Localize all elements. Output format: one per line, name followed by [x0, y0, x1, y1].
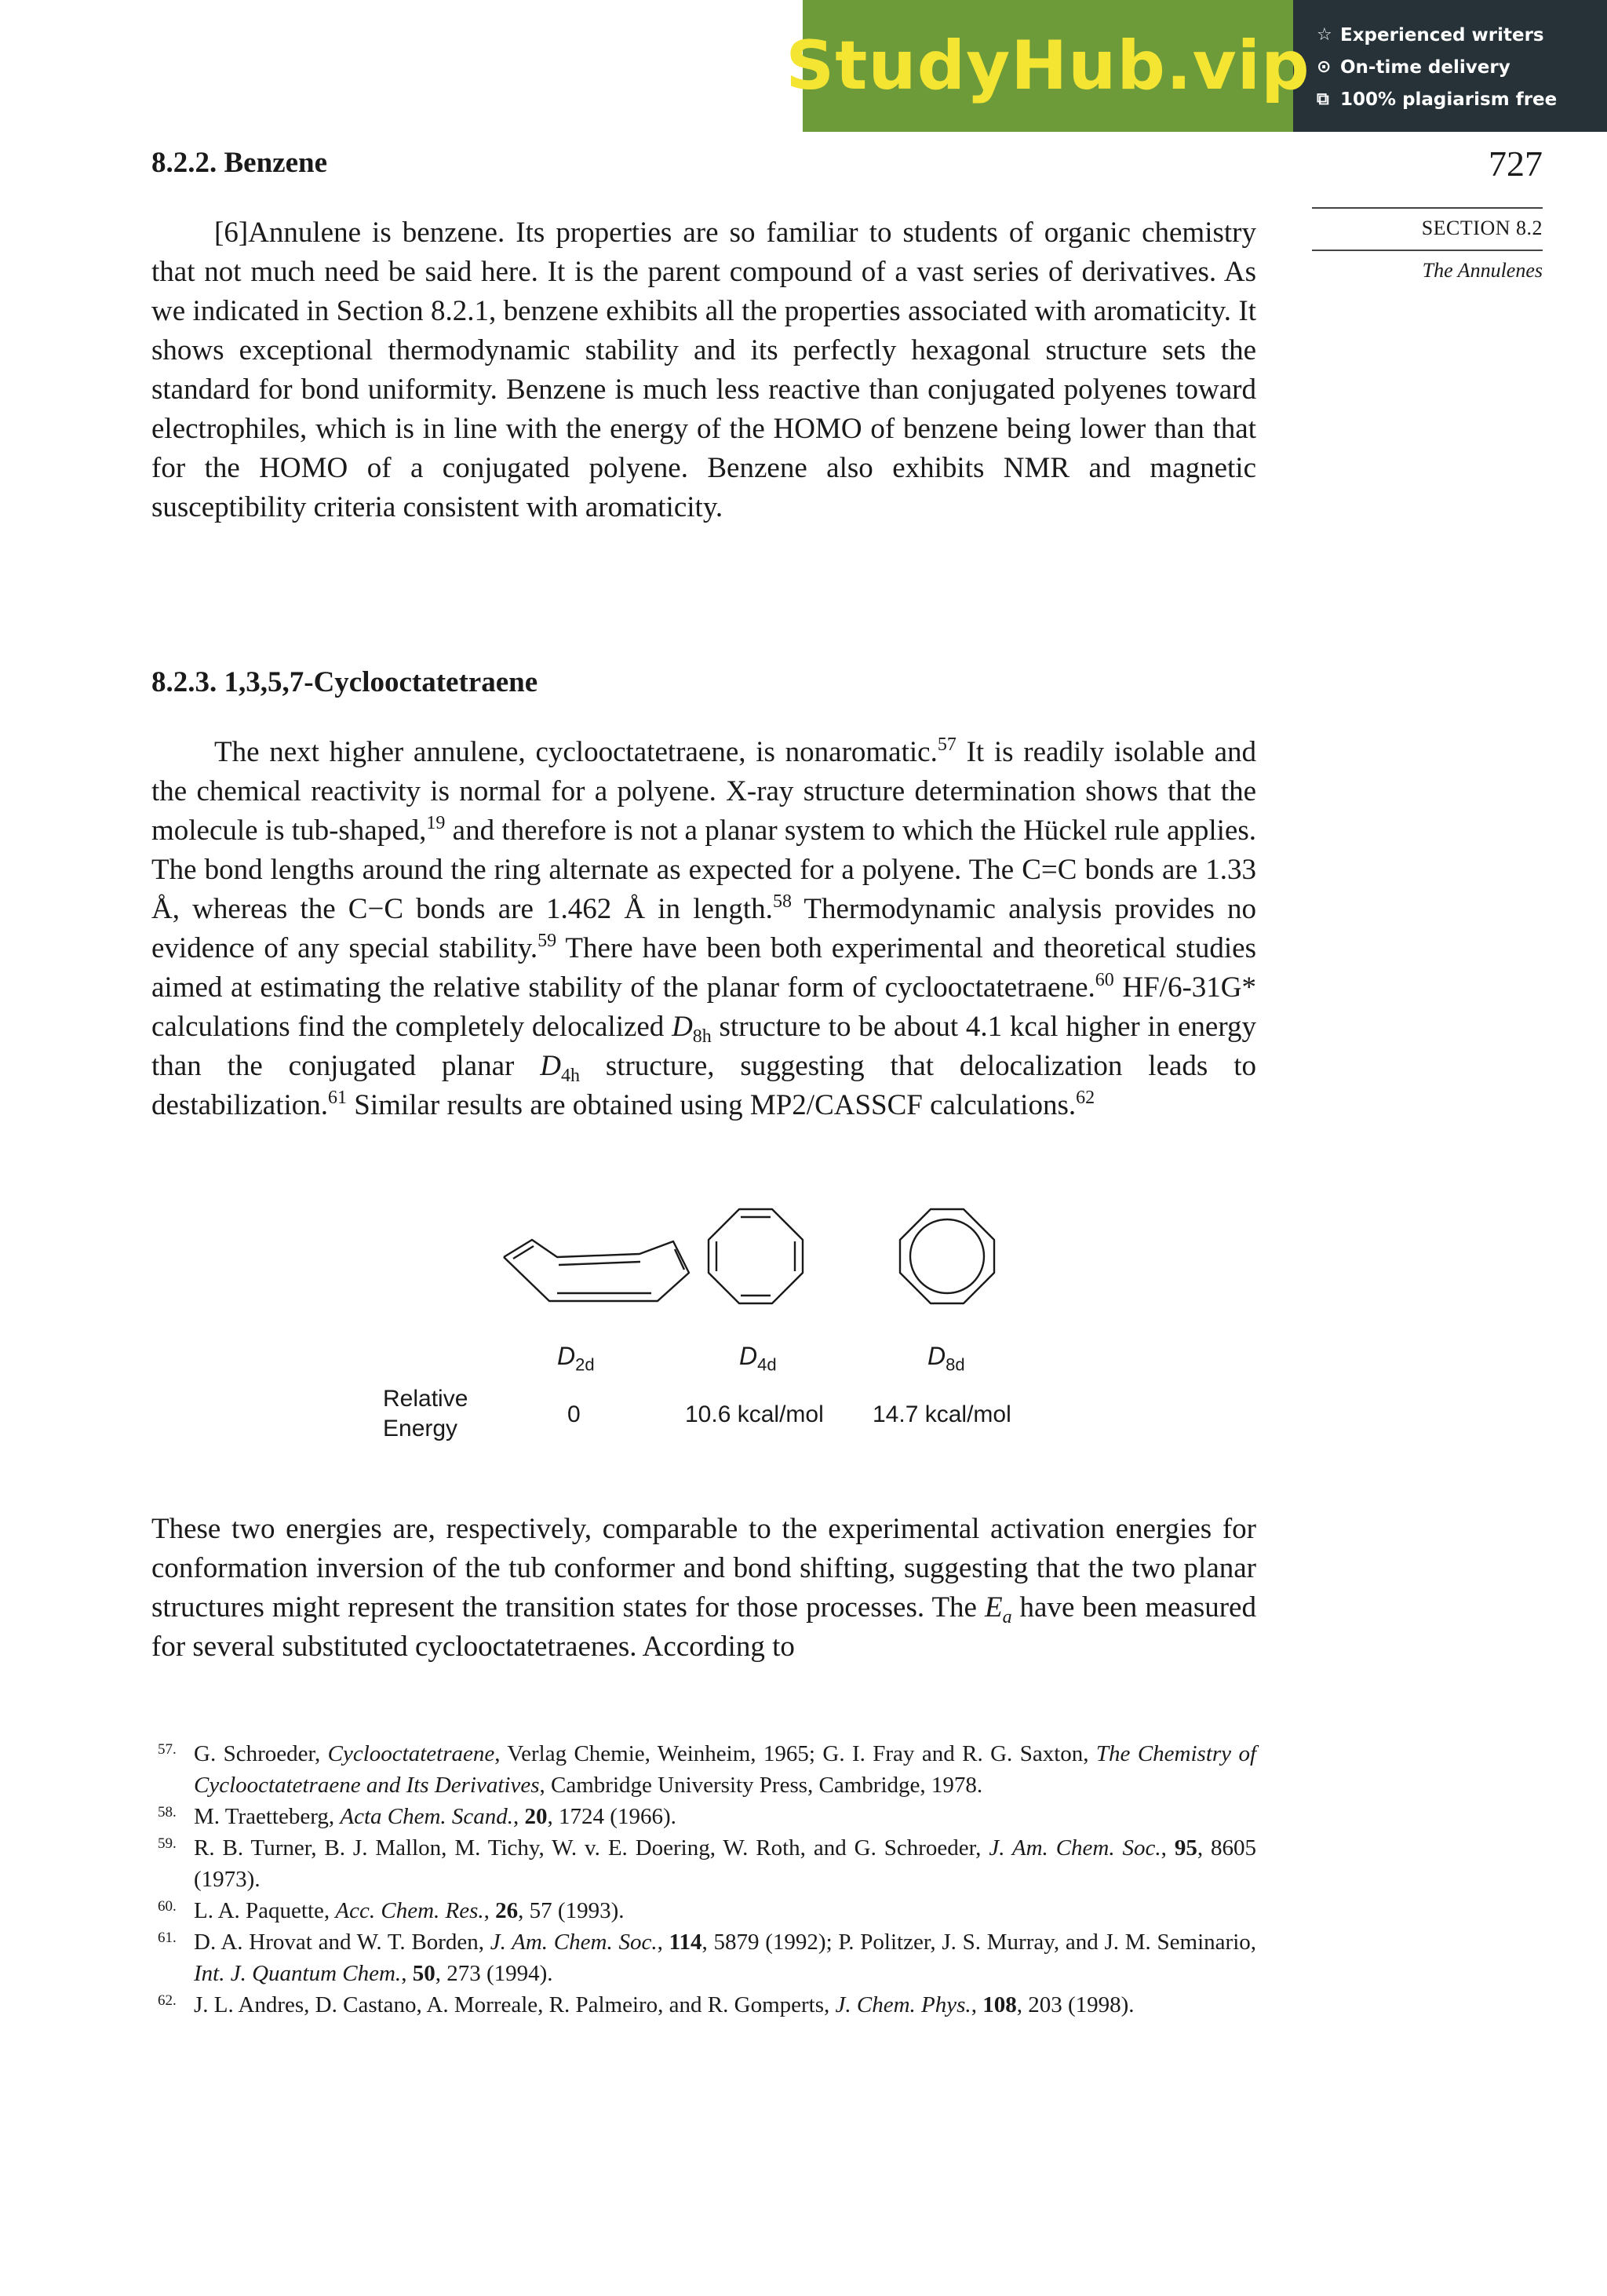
- citation-title: Acc. Chem. Res.: [335, 1898, 484, 1923]
- section-title: The Annulenes: [1422, 259, 1543, 282]
- section-heading: 8.2.3. 1,3,5,7-Cyclooctatetraene: [151, 666, 538, 698]
- citation-text: , 1724 (1966).: [547, 1804, 676, 1829]
- footnote: [151, 1738, 1256, 1801]
- citation-title: J. Am. Chem. Soc.: [490, 1930, 658, 1955]
- symmetry-symbol: D: [557, 1342, 576, 1370]
- symmetry-symbol: D: [672, 1011, 693, 1043]
- symmetry-label: [557, 1342, 595, 1375]
- citation-volume: 108: [982, 1992, 1017, 2017]
- footnote-text: [194, 1895, 1256, 1926]
- perk-item: [1317, 51, 1557, 83]
- brand-name: StudyHub.vip: [785, 27, 1310, 105]
- citation-text: , Cambridge University Press, Cambridge, 1978.: [539, 1773, 983, 1798]
- perk-item: [1317, 83, 1557, 115]
- citation-text: R. B. Turner, B. J. Mallon, M. Tichy, W. v. E. Doering, W. Roth, and G. Schroeder,: [194, 1835, 989, 1860]
- symmetry-subscript: 8h: [692, 1026, 712, 1047]
- citation-text: , Verlag Chemie, Weinheim, 1965; G. I. Fray and R. G. Saxton,: [494, 1741, 1096, 1766]
- footnote-number: 57.: [158, 1741, 177, 1758]
- energy-value: 10.6 kcal/mol: [685, 1401, 824, 1427]
- section-continuation: [151, 1510, 1256, 1667]
- citation-title: Cyclooctatetraene: [327, 1741, 495, 1766]
- symmetry-subscript: 8d: [946, 1354, 965, 1375]
- citation-text: , 5879 (1992); P. Politzer, J. S. Murray, and J. M. Seminario,: [701, 1930, 1257, 1955]
- citation-text: G. Schroeder,: [194, 1741, 328, 1766]
- reference-marker[interactable]: 60: [1095, 970, 1114, 990]
- citation-volume: 26: [495, 1898, 519, 1923]
- energy-value: 14.7 kcal/mol: [873, 1401, 1011, 1427]
- citation-text: ,: [401, 1961, 413, 1986]
- benzene-paragraph: [6]Annulene is benzene. Its properties are so familiar to students of organic chemistry that not much need be said here. It is the parent compound of a vast series of derivatives. As we indicated in Section 8.2.1, benzene exhibits all the properties associated with aromaticity. It shows exceptional thermodynamic stability and its perfectly hexagonal structure sets the standard for bond uniformity. Benzene is much less reactive than conjugated polyenes toward electrophiles, which is in line with the energy of the HOMO of benzene being lower than that for the HOMO of a conjugated polyene. Benzene also exhibits NMR and magnetic susceptibility criteria consistent with aromaticity.: [151, 217, 1256, 523]
- footnote: [151, 1832, 1256, 1895]
- text-run: It is readily isolable and the chemical reactivity is normal for a polyene. X-ray structure determination shows that the molecule is tub-shaped,: [151, 736, 1256, 847]
- footnote-number: 58.: [158, 1804, 177, 1820]
- page-number: 727: [1489, 144, 1543, 184]
- symmetry-subscript: 4h: [560, 1066, 580, 1086]
- symbol-subscript: a: [1002, 1607, 1012, 1627]
- citation-volume: 50: [412, 1961, 435, 1986]
- perk-label: Experienced writers: [1340, 24, 1544, 46]
- text-run: The next higher annulene, cyclooctatetraene, is nonaromatic.: [214, 736, 938, 768]
- footnote-text: [194, 1926, 1256, 1989]
- citation-text: J. L. Andres, D. Castano, A. Morreale, R. Palmeiro, and R. Gomperts,: [194, 1992, 836, 2017]
- citation-title: J. Am. Chem. Soc.: [989, 1835, 1161, 1860]
- cot-structures-figure: [377, 1201, 1067, 1460]
- citation-text: , 57 (1993).: [518, 1898, 625, 1923]
- section-cyclooctatetraene: [151, 665, 1256, 1125]
- citation-text: M. Traetteberg,: [194, 1804, 341, 1829]
- footnote-text: [194, 1801, 1256, 1832]
- footnote: [151, 1926, 1256, 1989]
- footnote-number: 59.: [158, 1835, 177, 1852]
- relative-energy-label-line1: Relative: [383, 1386, 468, 1412]
- side-rule-middle: [1312, 250, 1543, 251]
- tub-structure: [494, 1213, 706, 1323]
- section-label: SECTION 8.2: [1421, 217, 1543, 239]
- footnote-text: [194, 1738, 1256, 1801]
- text-run: Similar results are obtained using MP2/CASSCF calculations.: [347, 1089, 1077, 1121]
- footnote-number: 61.: [158, 1930, 177, 1946]
- citation-text: D. A. Hrovat and W. T. Borden,: [194, 1930, 490, 1955]
- footnote-text: [194, 1832, 1256, 1895]
- text-run: Thermodynamic analysis provides no evidence of any special stability.: [151, 893, 1256, 964]
- symmetry-label: [927, 1342, 965, 1375]
- symmetry-subscript: 2d: [575, 1354, 595, 1375]
- citation-title: Int. J. Quantum Chem.: [194, 1961, 402, 1986]
- reference-marker[interactable]: 57: [937, 734, 957, 755]
- side-rule-top: [1312, 207, 1543, 209]
- section-heading: 8.2.2. Benzene: [151, 147, 328, 179]
- citation-text: , 8605 (1973).: [194, 1835, 1257, 1892]
- symmetry-symbol: D: [739, 1342, 758, 1370]
- reference-marker[interactable]: 58: [772, 891, 792, 912]
- continuation-paragraph: [151, 1510, 1256, 1667]
- citation-text: ,: [971, 1992, 983, 2017]
- symmetry-label: [739, 1342, 777, 1375]
- citation-volume: 114: [669, 1930, 702, 1955]
- symmetry-symbol: D: [927, 1342, 946, 1370]
- copy-icon: ⧉: [1317, 89, 1329, 109]
- reference-marker[interactable]: 61: [328, 1088, 348, 1108]
- citation-text: ,: [513, 1804, 525, 1829]
- reference-marker[interactable]: 19: [426, 813, 446, 833]
- text-run: structure, suggesting that delocalization leads to destabilization.: [151, 1050, 1256, 1121]
- citation-text: ,: [483, 1898, 496, 1923]
- footnote: [151, 1801, 1256, 1832]
- text-run: structure to be about 4.1 kcal higher in energy than the conjugated planar: [151, 1011, 1256, 1082]
- star-icon: ☆: [1317, 25, 1332, 45]
- citation-title: The Chemistry of Cyclooctatetraene and Its Derivatives: [194, 1741, 1256, 1798]
- citation-text: L. A. Paquette,: [194, 1898, 336, 1923]
- cot-paragraph: [151, 733, 1256, 1125]
- footnote-number: 62.: [158, 1992, 177, 2009]
- symmetry-symbol: D: [540, 1050, 561, 1082]
- octagon-alternating-structure: [705, 1205, 807, 1307]
- perk-list: [1293, 0, 1557, 132]
- reference-marker[interactable]: 62: [1076, 1088, 1095, 1108]
- footnote: [151, 1895, 1256, 1926]
- brand-logo[interactable]: [785, 0, 1310, 132]
- octagon-delocalized-structure: [896, 1205, 998, 1307]
- energy-value: 0: [567, 1401, 581, 1427]
- citation-title: J. Chem. Phys.: [835, 1992, 971, 2017]
- symbol-ea: E: [984, 1591, 1003, 1624]
- reference-marker[interactable]: 59: [537, 931, 557, 951]
- footnote: [151, 1989, 1256, 2021]
- text-run: These two energies are, respectively, comparable to the experimental activation energies for conformation inversion of the tub conformer and bond shifting, suggesting that the two planar structures might represent the transition states for those processes. The: [151, 1513, 1256, 1624]
- perk-item: [1317, 19, 1557, 51]
- citation-volume: 95: [1174, 1835, 1197, 1860]
- text-run: and therefore is not a planar system to which the Hückel rule applies. The bond lengths around the ring alternate as expected for a polyene. The C=C bonds are 1.33 Å, whereas the C−C bonds are 1.462 Å in length.: [151, 815, 1257, 925]
- citation-title: Acta Chem. Scand.: [340, 1804, 514, 1829]
- citation-text: ,: [657, 1930, 669, 1955]
- perk-label: 100% plagiarism free: [1340, 89, 1558, 110]
- text-run: There have been both experimental and theoretical studies aimed at estimating the relative stability of the planar form of cyclooctatetraene.: [151, 932, 1257, 1004]
- citation-text: ,: [1161, 1835, 1175, 1860]
- footnote-number: 60.: [158, 1898, 177, 1915]
- symmetry-subscript: 4d: [757, 1354, 777, 1375]
- section-benzene: [151, 146, 1256, 527]
- citation-text: , 203 (1998).: [1016, 1992, 1135, 2017]
- citation-text: , 273 (1994).: [435, 1961, 553, 1986]
- relative-energy-label-line2: Energy: [383, 1416, 458, 1441]
- ad-banner[interactable]: [785, 0, 1607, 132]
- text-run: HF/6-31G* calculations find the completely delocalized: [151, 971, 1256, 1043]
- footnote-text: [194, 1989, 1256, 2021]
- text-run: have been measured for several substituted cyclooctatetraenes. According to: [151, 1591, 1256, 1663]
- clock-icon: ⊙: [1317, 57, 1332, 77]
- footnote-list: [151, 1738, 1256, 2021]
- perk-label: On-time delivery: [1340, 56, 1510, 78]
- citation-volume: 20: [524, 1804, 548, 1829]
